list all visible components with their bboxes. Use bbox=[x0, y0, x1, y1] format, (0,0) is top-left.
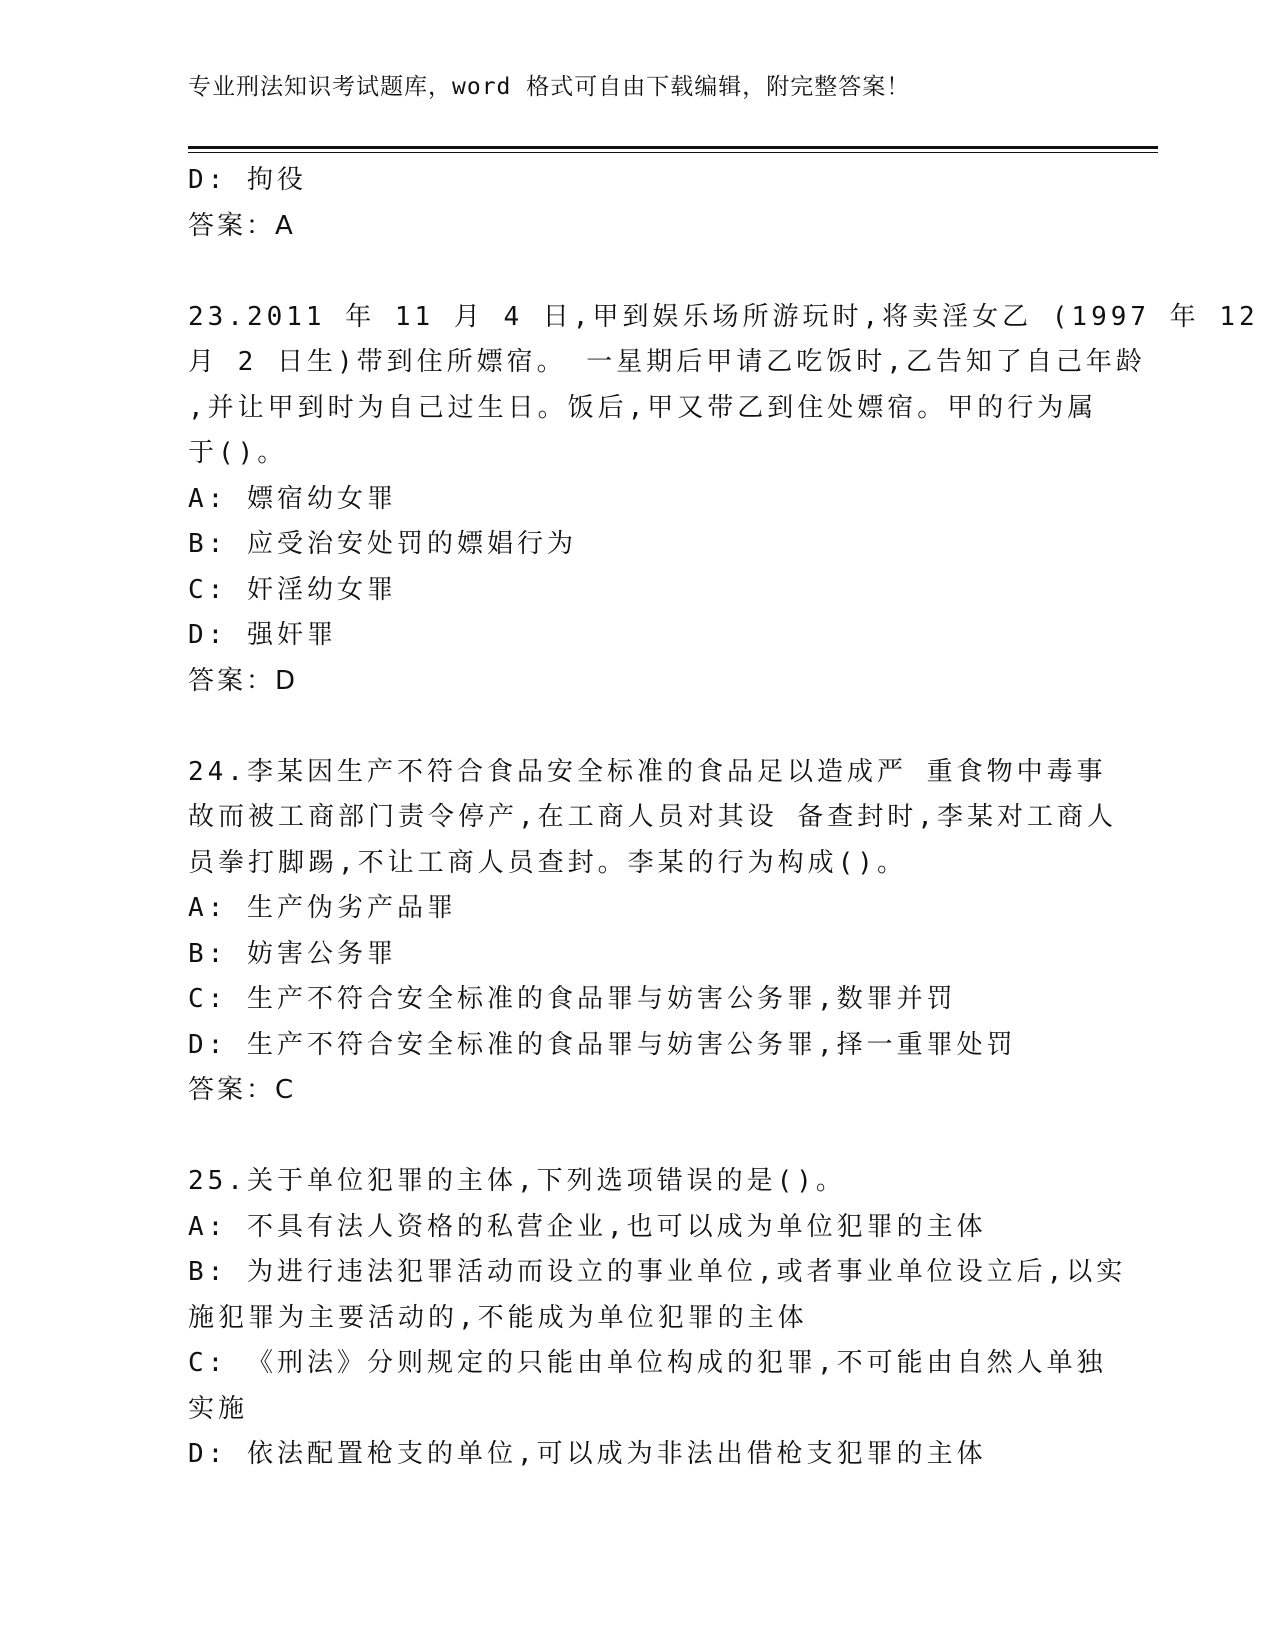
option-b: B: 应受治安处罚的嫖娼行为 bbox=[188, 529, 577, 559]
spacer bbox=[188, 704, 1088, 750]
answer-line: 答案：A bbox=[188, 210, 296, 241]
header-rule-thin bbox=[188, 152, 1158, 153]
question-stem-line: 故而被工商部门责令停产,在工商人员对其设 备查封时,李某对工商人 bbox=[188, 802, 1117, 832]
document-header: 专业刑法知识考试题库，word 格式可自由下载编辑，附完整答案！ bbox=[188, 74, 911, 100]
question-stem-line: ,并让甲到时为自己过生日。饭后,甲又带乙到住处嫖宿。甲的行为属 bbox=[188, 392, 1098, 423]
answer-line: 答案：D bbox=[188, 665, 299, 696]
option-d: D: 依法配置枪支的单位,可以成为非法出借枪支犯罪的主体 bbox=[188, 1439, 987, 1469]
option-c: C: 生产不符合安全标准的食品罪与妨害公务罪,数罪并罚 bbox=[188, 984, 957, 1014]
option-d: D: 强奸罪 bbox=[188, 620, 337, 650]
answer-line: 答案：C bbox=[188, 1075, 297, 1105]
option-d: D: 拘役 bbox=[188, 165, 307, 195]
question-25 bbox=[188, 1159, 1127, 1478]
question-stem-line: 23.2011 年 11 月 4 日,甲到娱乐场所游玩时,将卖淫女乙 (1997 年 12 bbox=[188, 301, 1259, 332]
spacer bbox=[188, 249, 1088, 295]
question-stem-line: 24.李某因生产不符合食品安全标准的食品足以造成严 重食物中毒事 bbox=[188, 756, 1107, 787]
option-a: A: 生产伪劣产品罪 bbox=[188, 893, 457, 923]
spacer bbox=[188, 1114, 1088, 1160]
header-rule-thick bbox=[188, 146, 1158, 149]
question-stem-line: 于()。 bbox=[188, 438, 288, 468]
question-23 bbox=[188, 295, 1259, 705]
question-stem-line: 员拳打脚踢,不让工商人员查封。李某的行为构成()。 bbox=[188, 847, 907, 878]
question-stem-line: 25.关于单位犯罪的主体,下列选项错误的是()。 bbox=[188, 1166, 846, 1196]
option-c: C: 《刑法》分则规定的只能由单位构成的犯罪,不可能由自然人单独 bbox=[188, 1348, 1107, 1378]
option-a: A: 嫖宿幼女罪 bbox=[188, 483, 397, 514]
document-body bbox=[188, 158, 1259, 1478]
option-b: B: 为进行违法犯罪活动而设立的事业单位,或者事业单位设立后,以实 bbox=[188, 1257, 1127, 1287]
question-24 bbox=[188, 750, 1117, 1114]
option-b-continued: 施犯罪为主要活动的,不能成为单位犯罪的主体 bbox=[188, 1302, 808, 1333]
option-a: A: 不具有法人资格的私营企业,也可以成为单位犯罪的主体 bbox=[188, 1211, 987, 1242]
question-stem-line: 月 2 日生)带到住所嫖宿。 一星期后甲请乙吃饭时,乙告知了自己年龄 bbox=[188, 347, 1146, 377]
option-c: C: 奸淫幼女罪 bbox=[188, 574, 397, 605]
option-c-continued: 实施 bbox=[188, 1393, 249, 1424]
option-b: B: 妨害公务罪 bbox=[188, 938, 397, 969]
option-d: D: 生产不符合安全标准的食品罪与妨害公务罪,择一重罪处罚 bbox=[188, 1029, 1017, 1060]
